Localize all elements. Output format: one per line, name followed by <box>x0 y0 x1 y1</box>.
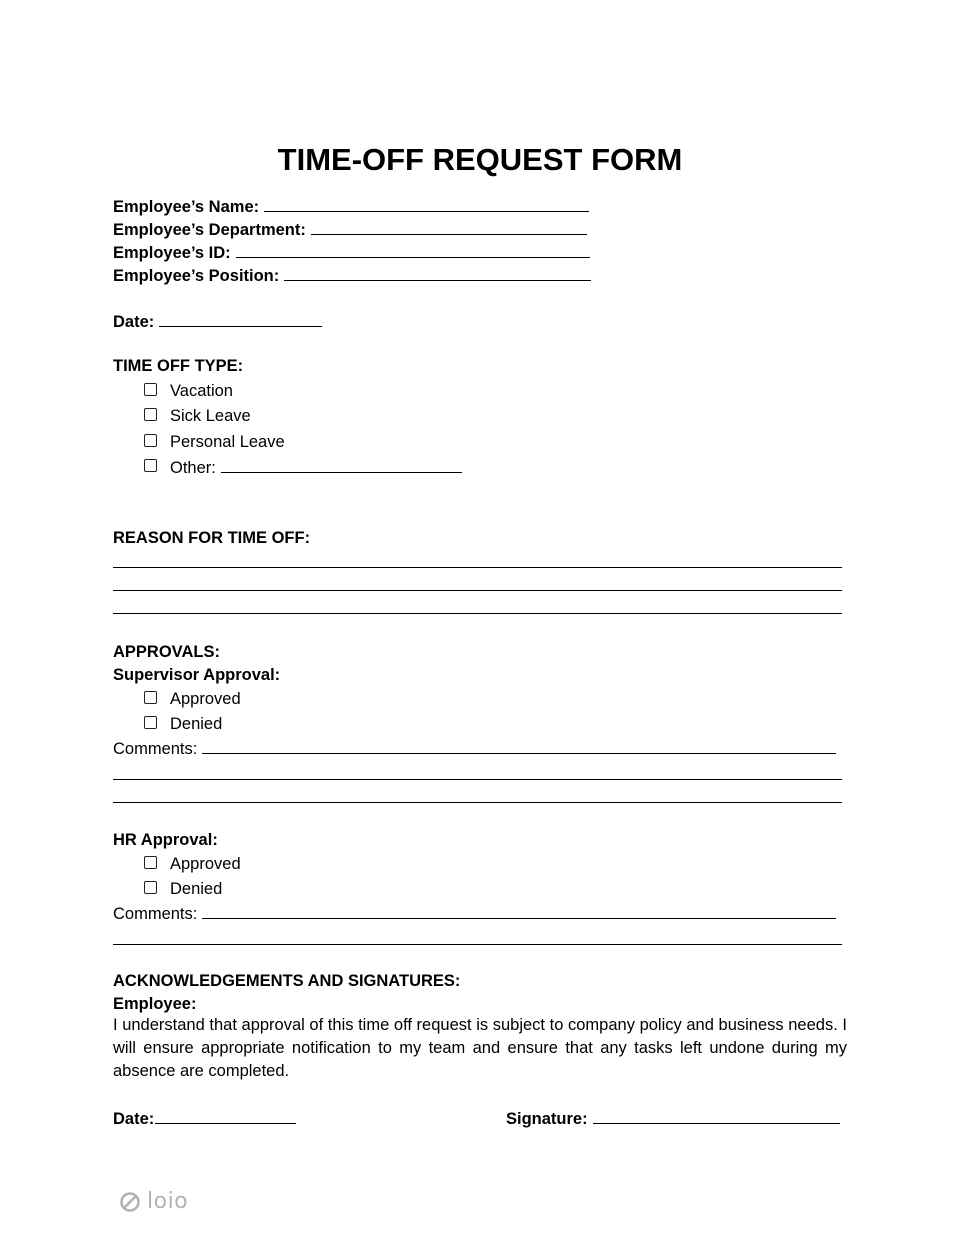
employee-name-label: Employee’s Name: <box>113 198 260 216</box>
date-blank[interactable] <box>159 311 322 327</box>
vacation-checkbox[interactable] <box>144 383 157 396</box>
employee-subheading: Employee: <box>113 995 197 1013</box>
employee-position-field <box>113 265 591 286</box>
hr-comments-label: Comments: <box>113 905 198 923</box>
date-label: Date: <box>113 313 155 331</box>
signature-date-blank[interactable] <box>155 1108 296 1124</box>
acknowledgement-text: I understand that approval of this time off request is subject to company policy and business needs. I will ensure appropriate notification to my team and ensure that any tasks left undone during my absence are completed. <box>113 1016 847 1080</box>
hr-approved-checkbox[interactable] <box>144 856 157 869</box>
reason-line-2[interactable] <box>113 590 842 591</box>
employee-name-field <box>113 196 589 217</box>
sick-leave-label: Sick Leave <box>170 407 251 425</box>
loio-logo-icon <box>119 1191 141 1213</box>
signature-date-field <box>113 1108 296 1129</box>
personal-leave-label: Personal Leave <box>170 433 285 451</box>
employee-id-field <box>113 242 590 263</box>
supervisor-approved-label: Approved <box>170 690 241 708</box>
supervisor-approved-checkbox[interactable] <box>144 691 157 704</box>
vacation-label: Vacation <box>170 382 233 400</box>
personal-leave-checkbox[interactable] <box>144 434 157 447</box>
hr-approved-label: Approved <box>170 855 241 873</box>
employee-id-blank[interactable] <box>236 242 590 258</box>
supervisor-denied-label: Denied <box>170 715 223 733</box>
other-checkbox[interactable] <box>144 459 157 472</box>
employee-department-label: Employee’s Department: <box>113 221 306 239</box>
supervisor-comments-label: Comments: <box>113 740 198 758</box>
reason-heading: REASON FOR TIME OFF: <box>113 529 311 547</box>
supervisor-comments-line-2[interactable] <box>113 779 842 780</box>
reason-line-3[interactable] <box>113 613 842 614</box>
hr-denied-checkbox[interactable] <box>144 881 157 894</box>
employee-department-field <box>113 219 587 240</box>
hr-comments-line-2[interactable] <box>113 944 842 945</box>
signature-label: Signature: <box>506 1110 588 1128</box>
time-off-type-heading: TIME OFF TYPE: <box>113 357 244 375</box>
employee-position-blank[interactable] <box>284 265 591 281</box>
sick-leave-checkbox[interactable] <box>144 408 157 421</box>
hr-comments-blank[interactable] <box>202 903 836 919</box>
logo-text: loio <box>147 1189 189 1214</box>
signature-field <box>506 1108 840 1129</box>
date-field <box>113 311 322 332</box>
approvals-heading: APPROVALS: <box>113 643 220 661</box>
hr-approval-heading: HR Approval: <box>113 831 218 849</box>
supervisor-comments-blank[interactable] <box>202 738 836 754</box>
hr-denied-label: Denied <box>170 880 223 898</box>
employee-department-blank[interactable] <box>311 219 587 235</box>
other-label: Other: <box>170 459 216 477</box>
other-field <box>170 457 462 478</box>
signature-date-label: Date: <box>113 1110 155 1128</box>
supervisor-denied-checkbox[interactable] <box>144 716 157 729</box>
supervisor-comments-field <box>113 738 836 759</box>
employee-position-label: Employee’s Position: <box>113 267 280 285</box>
employee-name-blank[interactable] <box>264 196 589 212</box>
supervisor-approval-heading: Supervisor Approval: <box>113 666 281 684</box>
hr-comments-field <box>113 903 836 924</box>
acknowledgements-heading: ACKNOWLEDGEMENTS AND SIGNATURES: <box>113 972 461 990</box>
other-blank[interactable] <box>221 457 462 473</box>
signature-blank[interactable] <box>593 1108 840 1124</box>
supervisor-comments-line-3[interactable] <box>113 802 842 803</box>
employee-id-label: Employee’s ID: <box>113 244 231 262</box>
page-title: TIME-OFF REQUEST FORM <box>277 142 683 177</box>
loio-logo <box>119 1189 188 1214</box>
reason-line-1[interactable] <box>113 567 842 568</box>
